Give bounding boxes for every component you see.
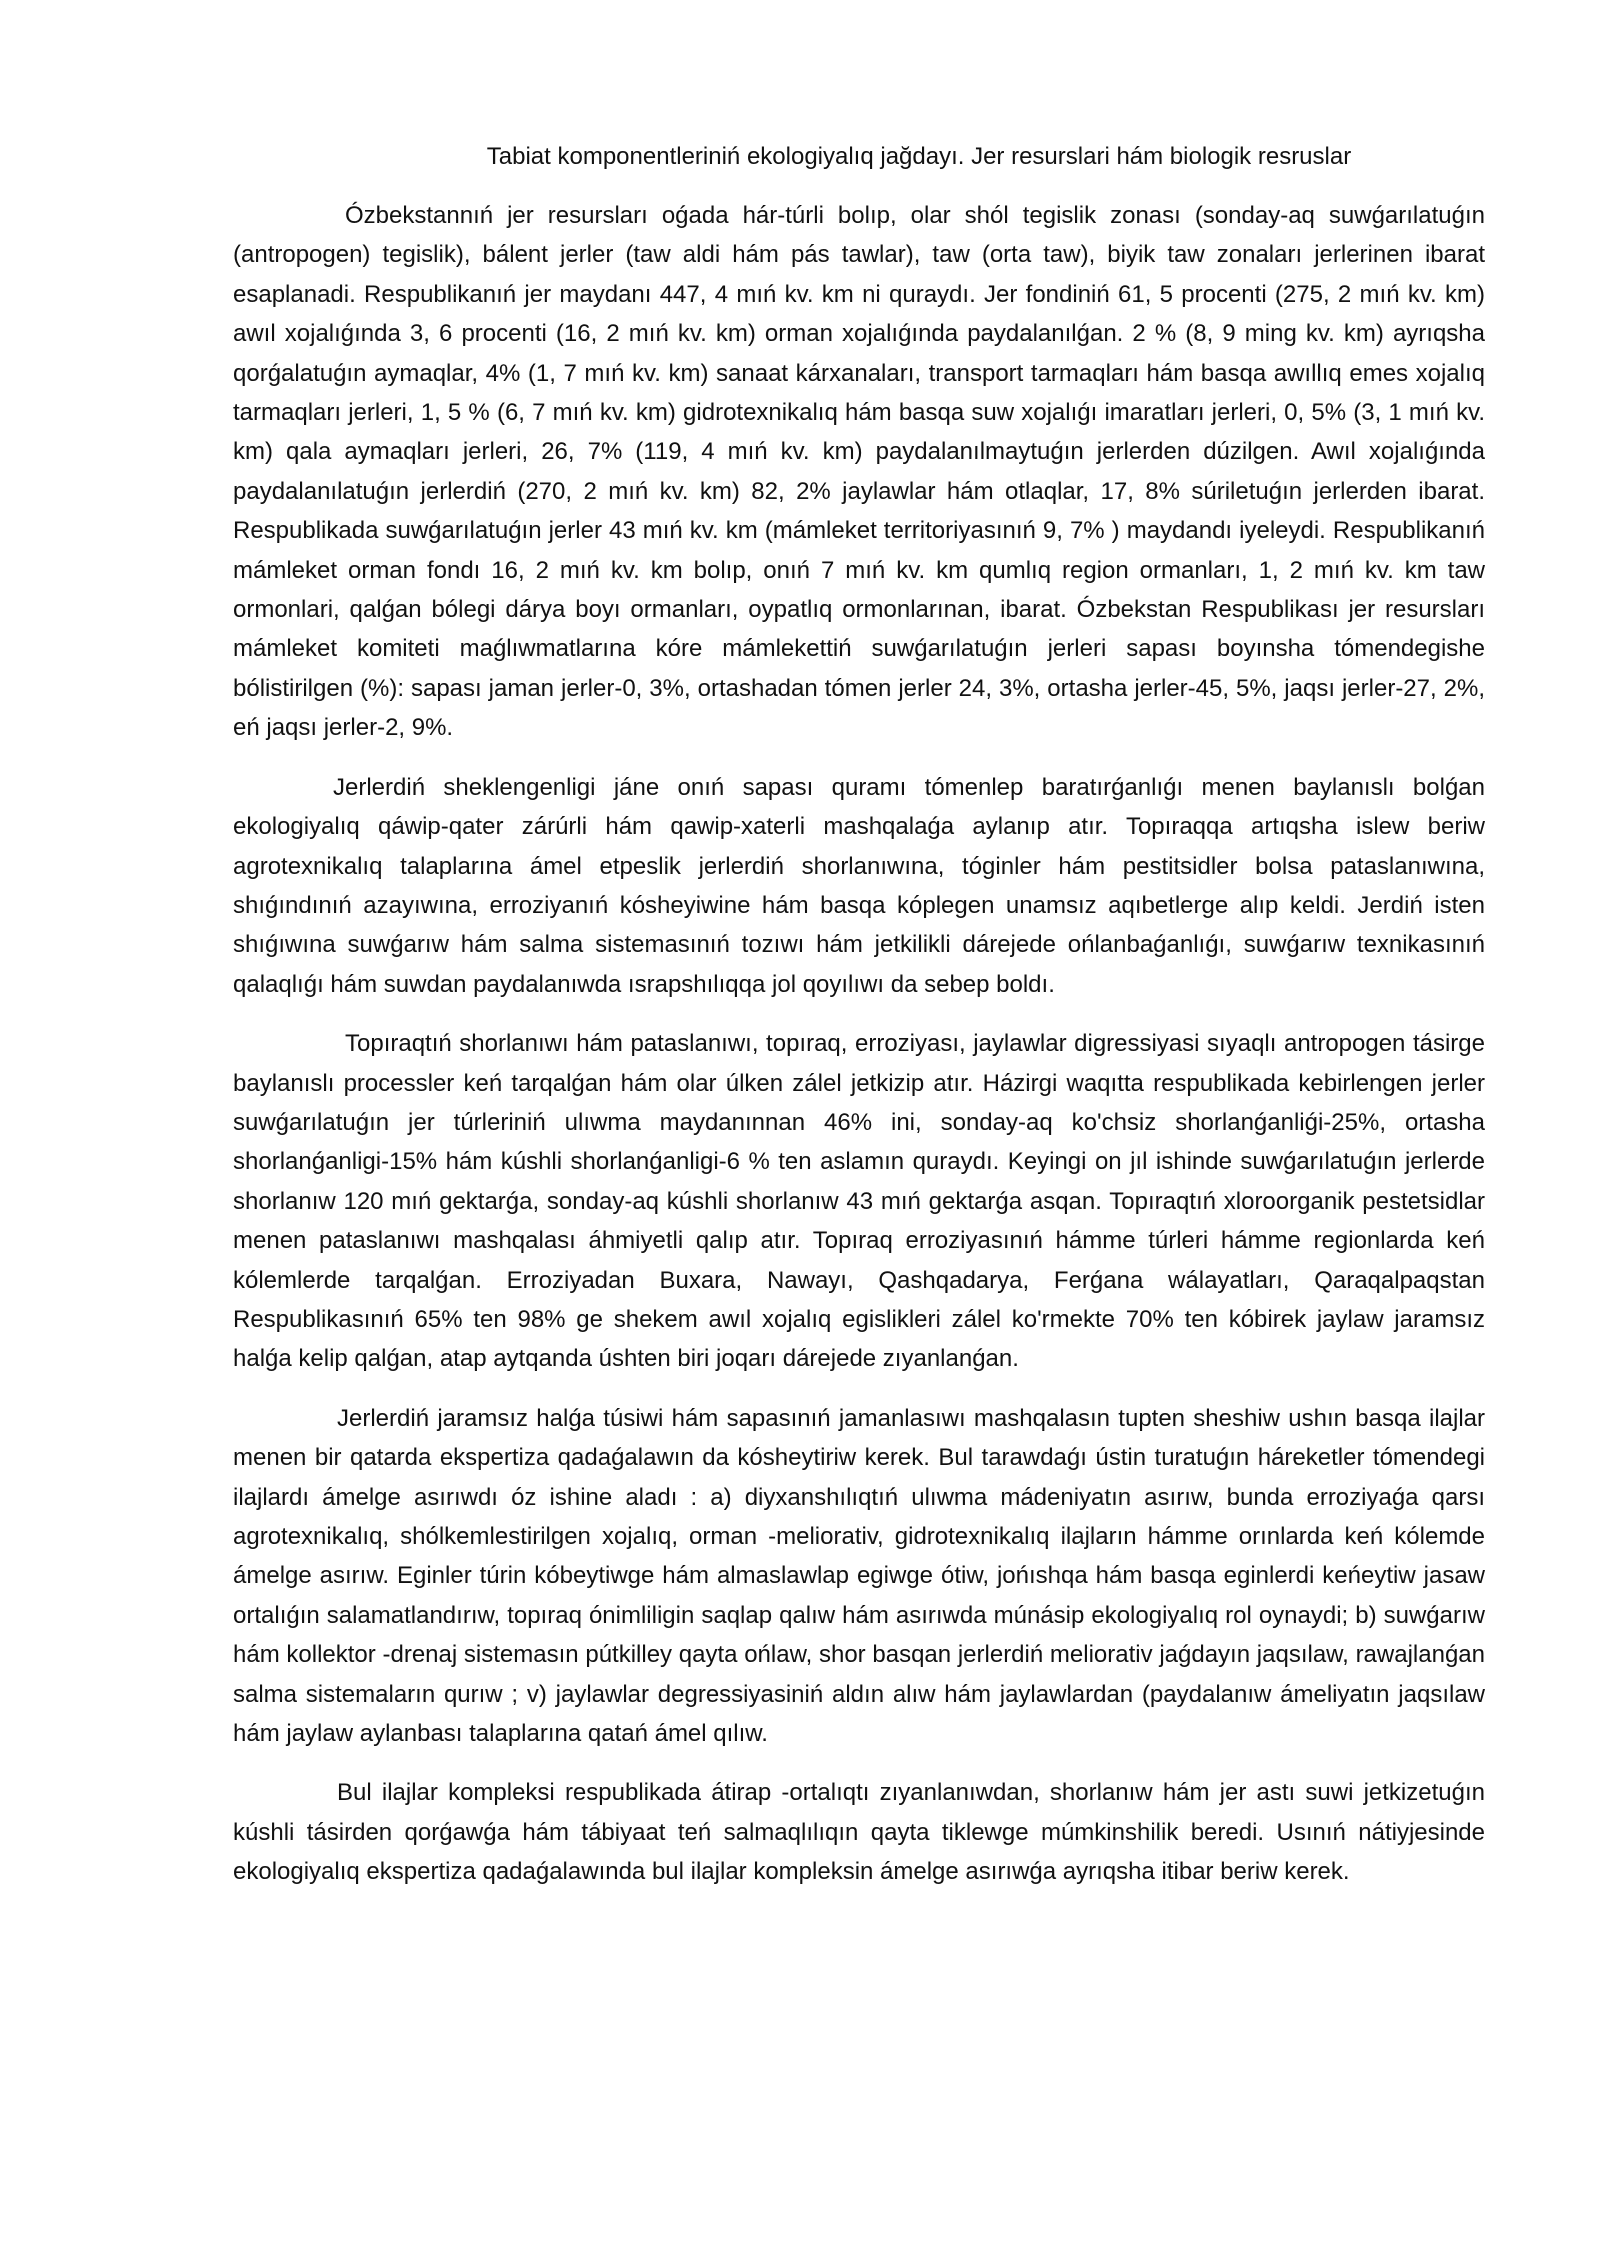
paragraph-salinization: Topıraqtıń shorlanıwı hám pataslanıwı, topıraq, erroziyası, jaylawlar digressiyasi sıyaqlı antropogen tásirge baylanıslı processler keń tarqalǵan hám olar úlken zálel jetkizip atır. Házirgi waqıtta respublikada kebirlengen jerler suwǵarılatuǵın jer túrleriniń ulıwma maydanınnan 46% ini, sonday-aq ko'chsiz shorlanǵanliǵi-25%, ortasha shorlanǵanligi-15% hám kúshli shorlanǵanligi-6 % ten aslamın quraydı. Keyingi on jıl ishinde suwǵarılatuǵın jerlerde shorlanıw 120 mıń gektarǵa, sonday-aq kúshli shorlanıw 43 mıń gektarǵa asqan. Topıraqtıń xloroorganik pestetsidlar menen pataslanıwı mashqalası áhmiyetli qalıp atır. Topıraq erroziyasınıń hámme túrleri hámme regionlarda keń kólemlerde tarqalǵan. Erroziyadan Buxara, Nawayı, Qashqadarya, Ferǵana wálayatları, Qaraqalpaqstan Respublikasınıń 65% ten 98% ge shekem awıl xojalıq egislikleri zálel ko'rmekte 70% ten kóbirek jaylaw jaramsız halǵa kelip qalǵan, atap aytqanda úshten biri joqarı dárejede zıyanlanǵan. — [233, 1030, 1485, 1373]
paragraph-measures: Jerlerdiń jaramsız halǵa túsiwi hám sapasınıń jamanlasıwı mashqalasın tupten sheshiw ushın basqa ilajlar menen bir qatarda ekspertiza qadaǵalawın da kósheytiriw kerek. Bul tarawdaǵı ústin turatuǵın háreketler tómendegi ilajlardı ámelge asırıwdı óz ishine aladı : a) diyxanshılıqtıń ulıwma mádeniyatın asırıw, bunda erroziyaǵa qarsı agrotexnikalıq, shólkemlestirilgen xojalıq, orman -meliorativ, gidrotexnikalıq ilajların hámme orınlarda keń kólemde ámelge asırıw. Eginler túrin kóbeytiwge hám almaslawlap egiwge ótiw, jońıshqa hám basqa eginlerdi keńeytiw jasaw ortalıǵın salamatlandırıw, topıraq ónimliligin saqlap qalıw hám asırıwda múnásip ekologiyalıq rol oynaydi; b) suwǵarıw hám kollektor -drenaj sistemasın pútkilley qayta ońlaw, shor basqan jerlerdiń meliorativ jaǵdayın jaqsılaw, rawajlanǵan salma sistemaların qurıw ; v) jaylawlar degressiyasiniń aldın alıw hám jaylawlardan (paydalanıw ámeliyatın jaqsılaw hám jaylaw aylanbası talaplarına qatań ámel qılıw. — [233, 1404, 1485, 1748]
paragraph-land-resources: Ózbekstannıń jer resursları oǵada hár-túrli bolıp, olar shól tegislik zonası (sonday-aq suwǵarılatuǵın (antropogen) tegislik), bálent jerler (taw aldi hám pás tawlar), taw (orta taw), biyik taw zonaları jerlerinen ibarat esaplanadi. Respublikanıń jer maydanı 447, 4 mıń kv. km ni quraydı. Jer fondiniń 61, 5 procenti (275, 2 mıń kv. km) awıl xojalıǵında 3, 6 procenti (16, 2 mıń kv. km) orman xojalıǵında paydalanılǵan. 2 % (8, 9 ming kv. km) ayrıqsha qorǵalatuǵın aymaqlar, 4% (1, 7 mıń kv. km) sanaat kárxanaları, transport tarmaqları hám basqa awıllıq emes xojalıq tarmaqları jerleri, 1, 5 % (6, 7 mıń kv. km) gidrotexnikalıq hám basqa suw xojalıǵı imaratları jerleri, 0, 5% (3, 1 mıń kv. km) qala aymaqları jerleri, 26, 7% (119, 4 mıń kv. km) paydalanılmaytuǵın jerlerden dúzilgen. Awıl xojalıǵında paydalanılatuǵın jerlerdiń (270, 2 mıń kv. km) 82, 2% jaylawlar hám otlaqlar, 17, 8% súriletuǵın jerlerden ibarat. Respublikada suwǵarılatuǵın jerler 43 mıń kv. km (mámleket territoriyasınıń 9, 7% ) maydandı iyeleydi. Respublikanıń mámleket orman fondı 16, 2 mıń kv. km bolıp, onıń 7 mıń kv. km qumlıq region ormanları, 1, 2 mıń kv. km taw ormonlari, qalǵan bólegi dárya boyı ormanları, oypatlıq ormonlarınan, ibarat. Ózbekstan Respublikası jer resursları mámleket komiteti maǵlıwmatlarına kóre mámlekettiń suwǵarılatuǵın jerleri sapası boyınsha tómendegishe bólistirilgen (%): sapası jaman jerler-0, 3%, ortashadan tómen jerler 24, 3%, ortasha jerler-45, 5%, jaqsı jerler-27, 2%, eń jaqsı jerler-2, 9%. — [233, 202, 1485, 742]
paragraph-land-degradation: Jerlerdiń sheklengenligi jáne onıń sapası quramı tómenlep baratırǵanlıǵı menen baylanıslı bolǵan ekologiyalıq qáwip-qater zárúrli hám qawip-xaterli mashqalaǵa aylanıp atır. Topıraqqa artıqsha islew beriw agrotexnikalıq talaplarına ámel etpeslik jerlerdiń shorlanıwına, tóginler hám pestitsidler bolsa pataslanıwına, shıǵındınıń azayıwına, erroziyanıń kósheyiwine hám basqa kóplegen unamsız aqıbetlerge alıp keldi. Jerdiń isten shıǵıwına suwǵarıw hám salma sistemasınıń tozıwı hám jetkilikli dárejede ońlanbaǵanlıǵı, suwǵarıw texnikasınıń qalaqlıǵı hám suwdan paydalanıwda ısrapshılıqqa jol qoyılıwı da sebep boldı. — [233, 773, 1485, 998]
document-title: Tabiat komponentleriniń ekologiyalıq jağdayı. Jer resurslari hám biologik resruslar — [486, 143, 1352, 170]
paragraph-conclusion: Bul ilajlar kompleksi respublikada átirap -ortalıqtı zıyanlanıwdan, shorlanıw hám jer astı suwi jetkizetuǵın kúshli tásirden qorǵawǵa hám tábiyaat teń salmaqlılıqın qayta tiklewge múmkinshilik beredi. Usınıń nátiyjesinde ekologiyalıq ekspertiza qadaǵalawında bul ilajlar kompleksin ámelge asırıwǵa ayrıqsha itibar beriw kerek. — [233, 1779, 1485, 1886]
document-page — [233, 140, 1485, 1912]
